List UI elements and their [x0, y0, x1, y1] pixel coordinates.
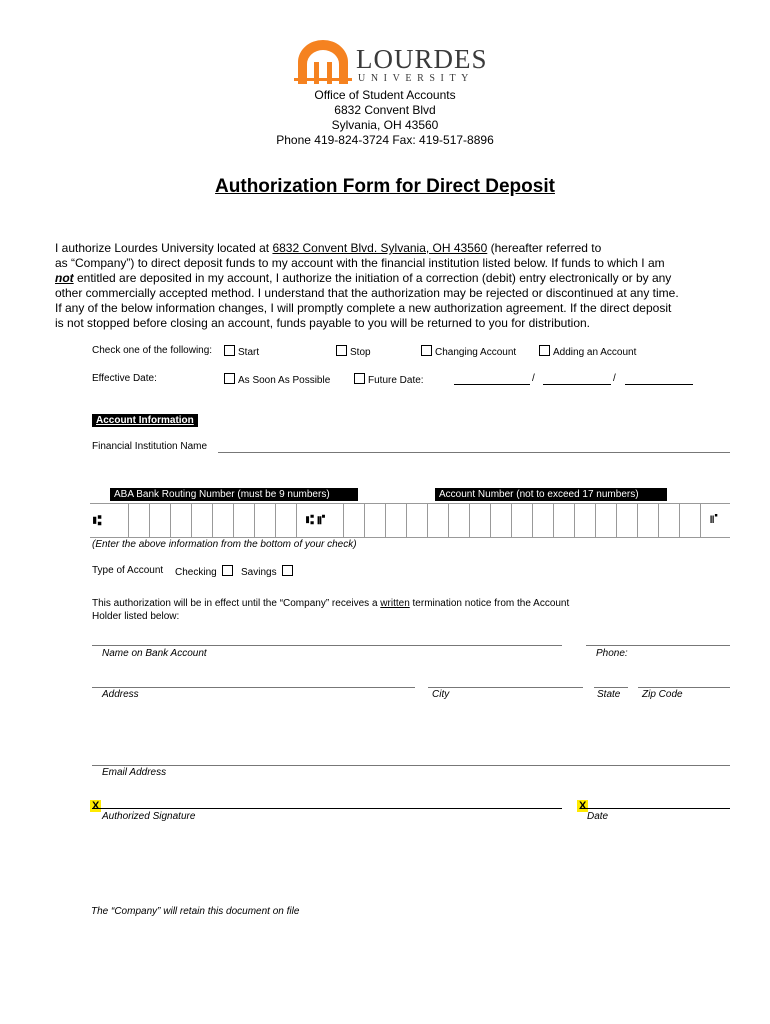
address-field[interactable]: [92, 687, 415, 688]
routing-end-symbol: ⑆ ⑈: [306, 512, 326, 527]
account-digit-box[interactable]: [343, 504, 344, 537]
account-digit-box[interactable]: [700, 504, 701, 537]
address-line: Phone 419-824-3724 Fax: 419-517-8896: [276, 133, 494, 147]
start-checkbox[interactable]: [224, 345, 235, 356]
city-label: City: [432, 689, 450, 700]
state-field[interactable]: [594, 687, 628, 688]
signature-x-marker: X: [92, 800, 100, 812]
start-option[interactable]: Start: [224, 345, 259, 358]
account-digit-box[interactable]: [574, 504, 575, 537]
account-digit-box[interactable]: [427, 504, 428, 537]
checking-option[interactable]: Checking: [175, 565, 236, 578]
account-digit-box[interactable]: [406, 504, 407, 537]
stop-option[interactable]: Stop: [336, 345, 371, 358]
routing-digit-box[interactable]: [149, 504, 150, 537]
date-year-field[interactable]: [625, 384, 693, 385]
financial-institution-label: Financial Institution Name: [92, 441, 208, 452]
stop-checkbox[interactable]: [336, 345, 347, 356]
lourdes-logo: [294, 40, 494, 86]
logo-wordmark: LOURDES: [356, 44, 488, 74]
office-address: [0, 88, 770, 148]
email-field[interactable]: [92, 765, 730, 766]
effective-date-label: Effective Date:: [92, 373, 157, 384]
account-digit-box[interactable]: [553, 504, 554, 537]
date-month-field[interactable]: [454, 384, 530, 385]
adding-account-checkbox[interactable]: [539, 345, 550, 356]
zip-code-field[interactable]: [638, 687, 730, 688]
account-digit-box[interactable]: [364, 504, 365, 537]
logo-subtitle: UNIVERSITY: [358, 73, 474, 84]
account-digit-box[interactable]: [511, 504, 512, 537]
retention-note: The “Company” will retain this document on file: [91, 906, 300, 917]
signature-label: Authorized Signature: [102, 811, 196, 822]
city-field[interactable]: [428, 687, 583, 688]
signature-field[interactable]: [92, 808, 562, 809]
routing-digit-box[interactable]: [233, 504, 234, 537]
account-number-header: Account Number (not to exceed 17 numbers): [435, 488, 667, 501]
address-line: 6832 Convent Blvd: [334, 103, 436, 117]
account-digit-box[interactable]: [469, 504, 470, 537]
adding-account-option[interactable]: Adding an Account: [539, 345, 636, 358]
check-note: (Enter the above information from the bottom of your check): [92, 539, 357, 550]
account-digit-box[interactable]: [616, 504, 617, 537]
routing-digit-box[interactable]: [212, 504, 213, 537]
future-date-option[interactable]: Future Date:: [354, 373, 424, 386]
asap-checkbox[interactable]: [224, 373, 235, 384]
routing-digit-box[interactable]: [128, 504, 129, 537]
authorization-effect-text: This authorization will be in effect until the “Company” receives a written termination notice from the Account Holder listed below:: [92, 598, 570, 622]
account-digit-box[interactable]: [490, 504, 491, 537]
account-digit-box[interactable]: [595, 504, 596, 537]
changing-account-option[interactable]: Changing Account: [421, 345, 516, 358]
account-digit-box[interactable]: [448, 504, 449, 537]
address-line: Office of Student Accounts: [314, 88, 456, 102]
routing-digit-box[interactable]: [275, 504, 276, 537]
routing-number-header: ABA Bank Routing Number (must be 9 numbers): [110, 488, 358, 501]
date-field[interactable]: [580, 808, 730, 809]
account-digit-box[interactable]: [385, 504, 386, 537]
savings-option[interactable]: Savings: [241, 565, 296, 578]
account-digit-box[interactable]: [637, 504, 638, 537]
savings-checkbox[interactable]: [282, 565, 293, 576]
check-one-label: Check one of the following:: [92, 345, 213, 356]
checking-checkbox[interactable]: [222, 565, 233, 576]
form-title: Authorization Form for Direct Deposit: [215, 176, 555, 197]
date-label: Date: [587, 811, 609, 822]
account-information-header: Account Information: [92, 414, 198, 427]
changing-account-checkbox[interactable]: [421, 345, 432, 356]
phone-label: Phone:: [596, 648, 628, 659]
date-separator: /: [532, 373, 535, 384]
state-label: State: [597, 689, 621, 700]
lourdes-arch-icon: [294, 40, 352, 84]
phone-field[interactable]: [586, 645, 730, 646]
date-day-field[interactable]: [543, 384, 611, 385]
address-line: Sylvania, OH 43560: [331, 118, 439, 132]
authorization-paragraph: I authorize Lourdes University located at 6832 Convent Blvd. Sylvania, OH 43560 (hereafter referred to as “Company”) to direct deposit funds to my account with the financial institution listed below. If funds to which I am not entitled are deposited in my account, I authorize the initiation of a correction (debit) entry electronically or by any other commercially accepted method. I understand that the authorization may be rejected or discontinued at any time. If any of the below information changes, I will promptly complete a new authorization agreement. If the direct deposit is not stopped before closing an account, funds payable to you will be returned to you for distribution.: [55, 241, 679, 330]
routing-digit-box[interactable]: [254, 504, 255, 537]
asap-option[interactable]: As Soon As Possible: [224, 373, 330, 386]
date-separator: /: [613, 373, 616, 384]
name-on-account-label: Name on Bank Account: [102, 648, 207, 659]
account-digit-box[interactable]: [532, 504, 533, 537]
zip-code-label: Zip Code: [642, 689, 683, 700]
account-type-label: Type of Account: [92, 565, 164, 576]
routing-digit-box[interactable]: [170, 504, 171, 537]
digit-box-row: [90, 503, 730, 538]
name-on-account-field[interactable]: [92, 645, 562, 646]
routing-start-symbol: ⑆: [93, 512, 102, 528]
email-label: Email Address: [102, 767, 167, 778]
future-date-checkbox[interactable]: [354, 373, 365, 384]
account-digit-box[interactable]: [679, 504, 680, 537]
account-end-symbol: ⑈: [710, 511, 718, 526]
routing-digit-box[interactable]: [191, 504, 192, 537]
financial-institution-field[interactable]: [218, 452, 730, 453]
address-label: Address: [102, 689, 139, 700]
account-digit-box[interactable]: [658, 504, 659, 537]
date-x-marker: X: [579, 800, 587, 812]
routing-digit-box[interactable]: [296, 504, 297, 537]
